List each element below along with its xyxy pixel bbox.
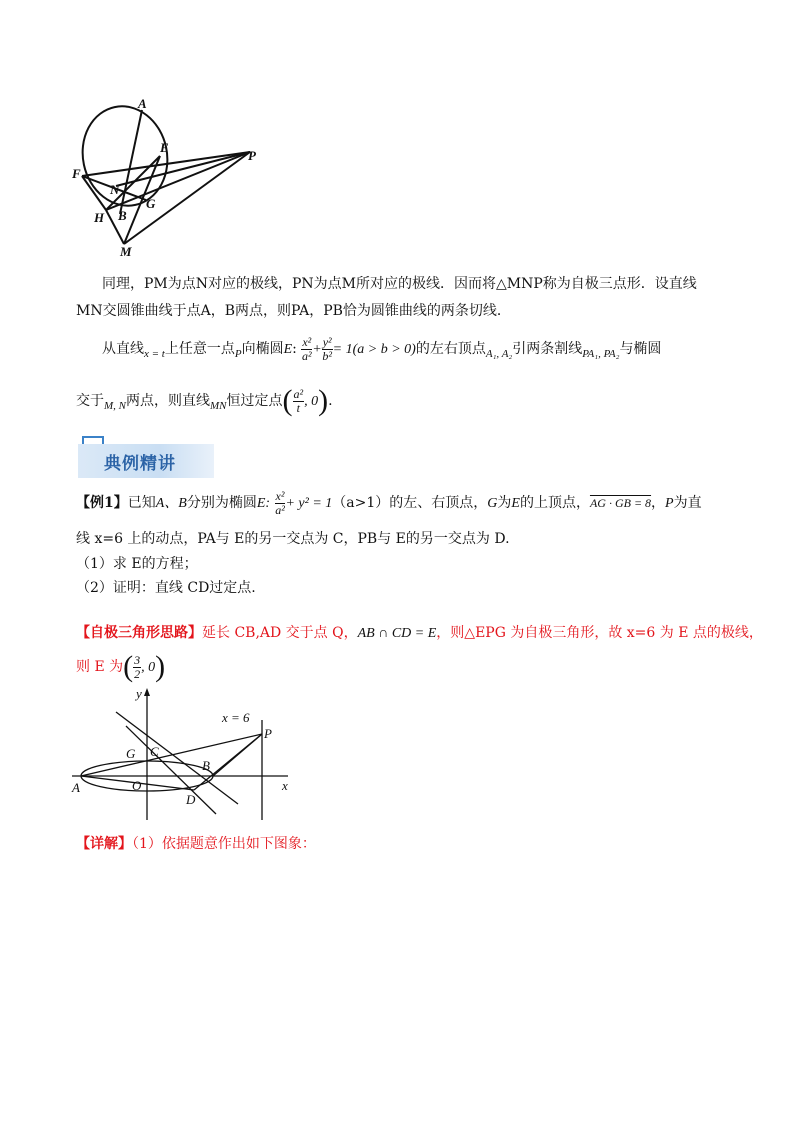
banner-title: 典例精讲 <box>104 454 176 474</box>
fig2-label-x6: x = 6 <box>222 710 250 725</box>
fig2-label-B: B <box>202 758 210 773</box>
section-banner <box>78 436 214 478</box>
fig1-label-G: G <box>146 196 156 211</box>
para2-line2: 交于$_{M, N}$两点，则直线$_{MN}$恒过定点( $\frac{\text{a²}}{t}$ , 0). <box>76 384 333 417</box>
fig1-label-P: P <box>248 148 256 163</box>
fig1-label-N: N <box>110 182 120 197</box>
figure-ellipse-polar <box>62 96 272 256</box>
fig2-label-x: x <box>282 778 288 793</box>
fig2-label-P: P <box>264 726 272 741</box>
fig1-label-F: F <box>72 166 81 181</box>
fig2-label-C: C <box>150 744 159 759</box>
idea-line1: 【自极三角形思路】延长 CB,AD 交于点 Q，AB ∩ CD = E，则△EPG 为自极三角形，故 x=6 为 E 点的极线， <box>76 625 763 641</box>
fig2-label-G: G <box>126 746 136 761</box>
fig1-label-M: M <box>120 244 132 256</box>
para2-line1: 从直线$_{x = t}$上任意一点$_P$向椭圆E: $\frac{\text{x²}}{\text{a²}}$ + $\frac{\text{y²}}{\text{b²}}$ = 1(a > b > 0)的左右顶点$_{A_1, A_2}$引两条割线$_{PA_1, PA_2}$与椭圆 <box>102 334 662 363</box>
fig1-ellipse <box>74 98 177 213</box>
fig2-label-D: D <box>186 792 196 807</box>
fig1-label-H: H <box>94 210 105 225</box>
detail-line: 【详解】（1）依据题意作出如下图象： <box>76 836 316 852</box>
fig2-label-y: y <box>136 686 142 701</box>
fig1-line-AB <box>120 110 142 214</box>
example1-line2: 线 x=6 上的动点，PA与 E的另一交点为 C，PB与 E的另一交点为 D. <box>76 531 510 547</box>
idea-line2: 则 E 为( $\frac{3}{2}$ , 0) <box>76 650 166 683</box>
para1-line2: MN交圆锥曲线于点A，B两点，则PA，PB恰为圆锥曲线的两条切线． <box>76 303 511 319</box>
example1-question1: （1）求 E的方程； <box>76 556 198 572</box>
fig1-label-A: A <box>138 96 147 111</box>
fig2-y-arrow-icon <box>144 688 150 696</box>
fig1-label-E: E <box>160 140 169 155</box>
example1-line1: 【例1】已知A、B分别为椭圆E: $\frac{\text{x²}}{\text{a²}}$ + y² = 1（a>1）的左、右顶点，G为E的上顶点，AG · GB = 8，P为直 <box>76 488 702 517</box>
fig2-label-A: A <box>72 780 80 795</box>
figure-coordinate-diagram <box>66 686 306 822</box>
fig2-label-O: O <box>132 778 142 793</box>
para1-line1: 同理，PM为点N对应的极线，PN为点M所对应的极线．因而将△MNP称为自极三点形．设直线 <box>102 276 697 292</box>
fig1-label-B: B <box>118 208 127 223</box>
example1-question2: （2）证明：直线 CD过定点. <box>76 580 256 596</box>
